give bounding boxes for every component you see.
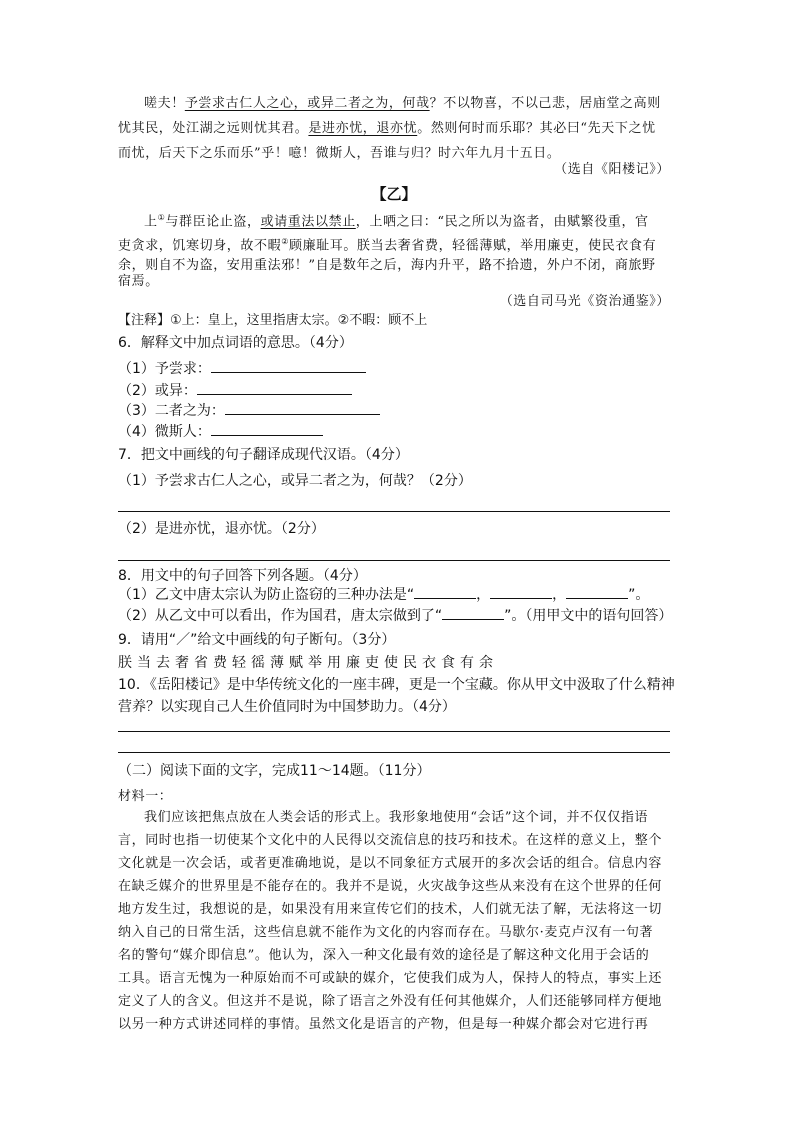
q6-item-label: （4）微斯人： bbox=[118, 424, 211, 440]
jia-text: 嗟夫！ bbox=[144, 96, 185, 111]
q6-item-label: （3）二者之为： bbox=[118, 403, 225, 419]
yi-heading: 【乙】 bbox=[371, 185, 417, 203]
yi-line-4: 宿焉。 bbox=[118, 274, 159, 289]
answer-blank[interactable] bbox=[414, 584, 476, 599]
jia-line-1 bbox=[118, 92, 678, 116]
material-line: 名的警句“媒介即信息”。他认为，深入一种文化最有效的途径是了解这种文化用于会话的 bbox=[118, 948, 650, 963]
material-line: 地方发生过，我想说的是，如果没有用来宣传它们的技术，人们就无法了解，无法将这一切 bbox=[118, 902, 663, 917]
jia-line-2 bbox=[118, 117, 678, 141]
answer-blank[interactable] bbox=[211, 358, 366, 373]
footnote-mark-1: ① bbox=[157, 213, 166, 222]
jia-source: （选自《阳楼记》） bbox=[554, 162, 670, 177]
yi-text: 吏贪求，饥寒切身，故不暇 bbox=[118, 238, 282, 254]
question-7-1: （1）予尝求古仁人之心，或异二者之为，何哉？（2分） bbox=[118, 473, 472, 489]
question-9: 9．请用“／”给文中画线的句子断句。（3分） bbox=[118, 632, 396, 648]
jia-underlined-sentence-2: 是进亦忧，退亦忧 bbox=[308, 121, 418, 136]
material-line: 文化就是一次会话，或者更准确地说，是以不同象征方式展开的多次会话的组合。信息内容 bbox=[118, 856, 663, 871]
material-line: 言，同时也指一切使某个文化中的人民得以交流信息的技巧和技术。在这样的意义上，整个 bbox=[118, 833, 663, 848]
q6-item-4 bbox=[118, 421, 323, 444]
jia-text: 忧其民，处江湖之远则忧其君。 bbox=[118, 121, 309, 136]
separator: ， bbox=[552, 587, 567, 603]
q8-1-end: ”。 bbox=[628, 587, 650, 603]
jia-text: 。然则何时而乐耶？其必曰“先天下之忧 bbox=[417, 121, 656, 136]
q8-2-end: ”。（用甲文中的语句回答） bbox=[504, 608, 673, 624]
q6-item-label: （2）或异： bbox=[118, 383, 197, 399]
answer-line[interactable] bbox=[118, 752, 670, 753]
answer-blank[interactable] bbox=[566, 584, 628, 599]
answer-line[interactable] bbox=[118, 511, 670, 512]
question-10-line-1: 10．《岳阳楼记》是中华传统文化的一座丰碑，更是一个宝藏。你从甲文中汲取了什么精神 bbox=[118, 677, 675, 693]
material-line: 工具。语言无愧为一种原始而不可或缺的媒介，它使我们成为人，保持人的特点，事实上还 bbox=[118, 971, 663, 986]
q6-item-1 bbox=[118, 358, 366, 381]
material-line: 我们应该把焦点放在人类会话的形式上。我形象地使用“会话”这个词，并不仅仅指语 bbox=[144, 810, 649, 825]
answer-blank[interactable] bbox=[211, 421, 323, 436]
q6-item-label: （1）予尝求： bbox=[118, 361, 211, 377]
question-6: 6．解释文中加点词语的意思。（4分） bbox=[118, 335, 353, 351]
question-8-1 bbox=[118, 584, 698, 607]
material-1-label: 材料一： bbox=[118, 789, 173, 804]
answer-line[interactable] bbox=[118, 560, 670, 561]
yi-text: 顾廉耻耳。朕当去奢省费，轻徭薄赋，举用廉吏，使民衣食有 bbox=[288, 238, 657, 254]
answer-blank[interactable] bbox=[225, 400, 380, 415]
section-2-heading: （二）阅读下面的文字，完成11～14题。（11分） bbox=[118, 763, 431, 779]
question-10-line-2: 营养？以实现自己人生价值同时为中国梦助力。（4分） bbox=[118, 699, 456, 715]
answer-line[interactable] bbox=[118, 731, 670, 732]
jia-underlined-sentence-1: 予尝求古仁人之心，或异二者之为，何哉 bbox=[184, 96, 430, 111]
separator: ， bbox=[476, 587, 491, 603]
question-7: 7．把文中画线的句子翻译成现代汉语。（4分） bbox=[118, 447, 409, 463]
q6-item-3 bbox=[118, 400, 380, 423]
jia-text: ？不以物喜，不以己悲，居庙堂之高则 bbox=[429, 96, 661, 111]
footnote-mark-2: ② bbox=[281, 237, 289, 246]
material-line: 纳入自己的日常生活，这些信息就不能作为文化的内容而存在。马歇尔·麦克卢汉有一句著 bbox=[118, 925, 654, 940]
question-7-2: （2）是进亦忧，退亦忧。（2分） bbox=[118, 521, 325, 537]
answer-blank[interactable] bbox=[490, 584, 552, 599]
answer-blank[interactable] bbox=[442, 605, 504, 620]
question-9-sentence: 朕当去奢省费轻徭薄赋举用廉吏使民衣食有余 bbox=[118, 655, 498, 671]
answer-blank[interactable] bbox=[197, 380, 352, 395]
jia-line-3: 而忧，后天下之乐而乐”乎！噫！微斯人，吾谁与归？时六年九月十五日。 bbox=[118, 146, 561, 161]
yi-text: ，上哂之曰：“民之所以为盗者，由赋繁役重，官 bbox=[355, 214, 649, 230]
question-8: 8．用文中的句子回答下列各题。（4分） bbox=[118, 568, 367, 584]
yi-source: （选自司马光《资治通鉴》） bbox=[499, 294, 670, 309]
q8-2-text: （2）从乙文中可以看出，作为国君，唐太宗做到了“ bbox=[118, 608, 443, 624]
yi-text: 与群臣论止盗， bbox=[165, 214, 261, 230]
material-line: 定义了人的含义。但这并不是说，除了语言之外没有任何其他媒介，人们还能够同样方便地 bbox=[118, 994, 663, 1009]
question-8-2 bbox=[118, 605, 698, 628]
material-line: 以另一种方式讲述同样的事情。虽然文化是语言的产物，但是每一种媒介都会对它进行再 bbox=[118, 1017, 649, 1032]
yi-line-3: 余，则自不为盗，安用重法邪！”自是数年之后，海内升平，路不拾遗，外户不闭，商旅野 bbox=[118, 258, 656, 273]
q8-1-text: （1）乙文中唐太宗认为防止盗窃的三种办法是“ bbox=[118, 587, 415, 603]
yi-text: 上 bbox=[144, 214, 158, 230]
material-line: 在缺乏媒介的世界里是不能存在的。我并不是说，火灾战争这些从来没有在这个世界的任何 bbox=[118, 879, 663, 894]
yi-underlined-phrase: 或请重法以禁止 bbox=[260, 214, 356, 230]
yi-note: 【注释】①上：皇上，这里指唐太宗。②不暇：顾不上 bbox=[118, 313, 428, 328]
